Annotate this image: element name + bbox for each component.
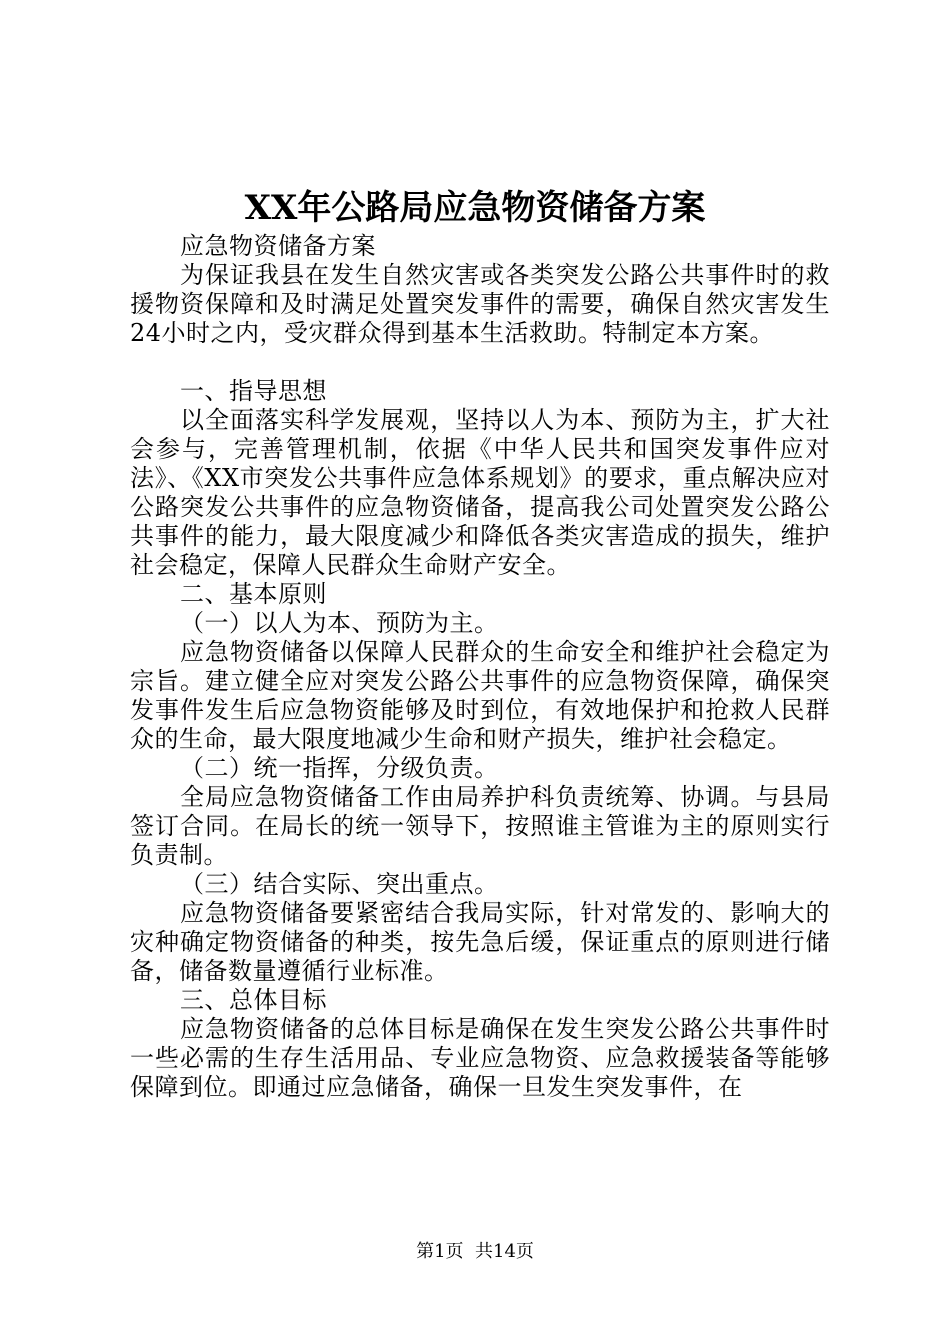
section-heading-basic-principles: 二、基本原则 <box>180 580 327 608</box>
section-heading-overall-goal: 三、总体目标 <box>180 986 327 1014</box>
paragraph-overall-goal: 应急物资储备的总体目标是确保在发生突发公路公共事件时一些必需的生存生活用品、专业应急物资、应急救援装备等能够保障到位。即通过应急储备，确保一旦发生突发事件，在 <box>130 1015 830 1101</box>
subheading-people-oriented: （一）以人为本、预防为主。 <box>180 609 499 637</box>
paragraph-subtitle: 应急物资储备方案 <box>180 232 376 260</box>
paragraph-guiding-ideology: 以全面落实科学发展观，坚持以人为本、预防为主，扩大社会参与，完善管理机制，依据《中华人民共和国突发事件应对法》、《XX市突发公共事件应急体系规划》的要求，重点解决应对公路突发公共事件的应急物资储备，提高我公司处置突发公路公共事件的能力，最大限度减少和降低各类灾害造成的损失，维护社会稳定，保障人民群众生命财产安全。 <box>130 406 830 579</box>
paragraph-practical-focus: 应急物资储备要紧密结合我局实际，针对常发的、影响大的灾种确定物资储备的种类，按先急后缓，保证重点的原则进行储备，储备数量遵循行业标准。 <box>130 899 830 985</box>
document-title: XX年公路局应急物资储备方案 <box>244 188 706 228</box>
paragraph-intro: 为保证我县在发生自然灾害或各类突发公路公共事件时的救援物资保障和及时满足处置突发事件的需要，确保自然灾害发生24小时之内，受灾群众得到基本生活救助。特制定本方案。 <box>130 261 830 347</box>
section-heading-guiding-ideology: 一、指导思想 <box>180 377 327 405</box>
subheading-practical-focus: （三）结合实际、突出重点。 <box>180 870 499 898</box>
page-number-footer: 第1页 共14页 <box>416 1241 534 1262</box>
document-body <box>130 232 830 1102</box>
paragraph-people-oriented: 应急物资储备以保障人民群众的生命安全和维护社会稳定为宗旨。建立健全应对突发公路公共事件的应急物资保障，确保突发事件发生后应急物资能够及时到位，有效地保护和抢救人民群众的生命，最大限度地减少生命和财产损失，维护社会稳定。 <box>130 638 830 753</box>
subheading-unified-command: （二）统一指挥，分级负责。 <box>180 754 499 782</box>
paragraph-unified-command: 全局应急物资储备工作由局养护科负责统筹、协调。与县局签订合同。在局长的统一领导下，按照谁主管谁为主的原则实行负责制。 <box>130 783 830 869</box>
